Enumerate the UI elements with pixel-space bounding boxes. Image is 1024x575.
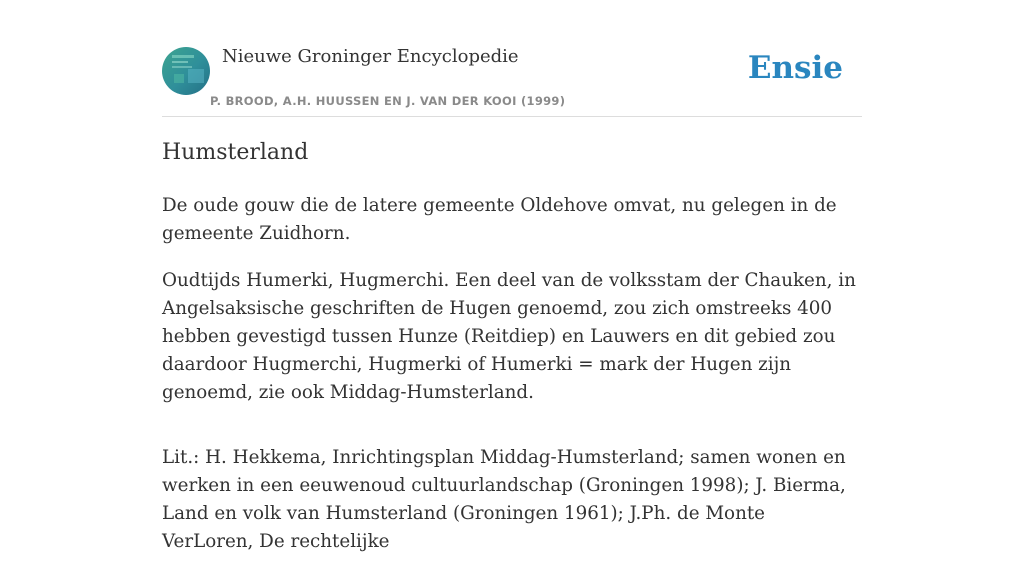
entry-paragraph: De oude gouw die de latere gemeente Oldehove omvat, nu gelegen in de gemeente Zuidhorn. — [162, 195, 837, 244]
brand-logo[interactable]: Ensie — [747, 50, 843, 86]
entry-paragraph: Oudtijds Humerki, Hugmerchi. Een deel van de volksstam der Chauken, in Angelsaksische geschriften de Hugen genoemd, zou zich omstreeks 400 hebben gevestigd tussen Hunze (Reitdiep) en Lauwers en dit gebied zou daardoor Hugmerchi, Hugmerki of Humerki = mark der Hugen zijn genoemd, zie ook Middag-Humsterland. — [162, 270, 856, 403]
entry-body — [162, 192, 862, 575]
book-title[interactable]: Nieuwe Groninger Encyclopedie — [222, 46, 519, 67]
page-container — [162, 0, 862, 552]
book-cover-icon[interactable] — [162, 47, 210, 95]
literature-paragraph: Lit.: H. Hekkema, Inrichtingsplan Middag-Humsterland; samen wonen en werken in een eeuwenoud cultuurlandschap (Groningen 1998); J. Bierma, Land en volk van Humsterland (Groningen 1961); J.Ph. de Monte VerLoren, De rechtelijke — [162, 447, 846, 552]
header — [162, 0, 862, 117]
book-authors: P. BROOD, A.H. HUUSSEN EN J. VAN DER KOOI (1999) — [210, 94, 566, 108]
entry-title: Humsterland — [162, 140, 309, 165]
